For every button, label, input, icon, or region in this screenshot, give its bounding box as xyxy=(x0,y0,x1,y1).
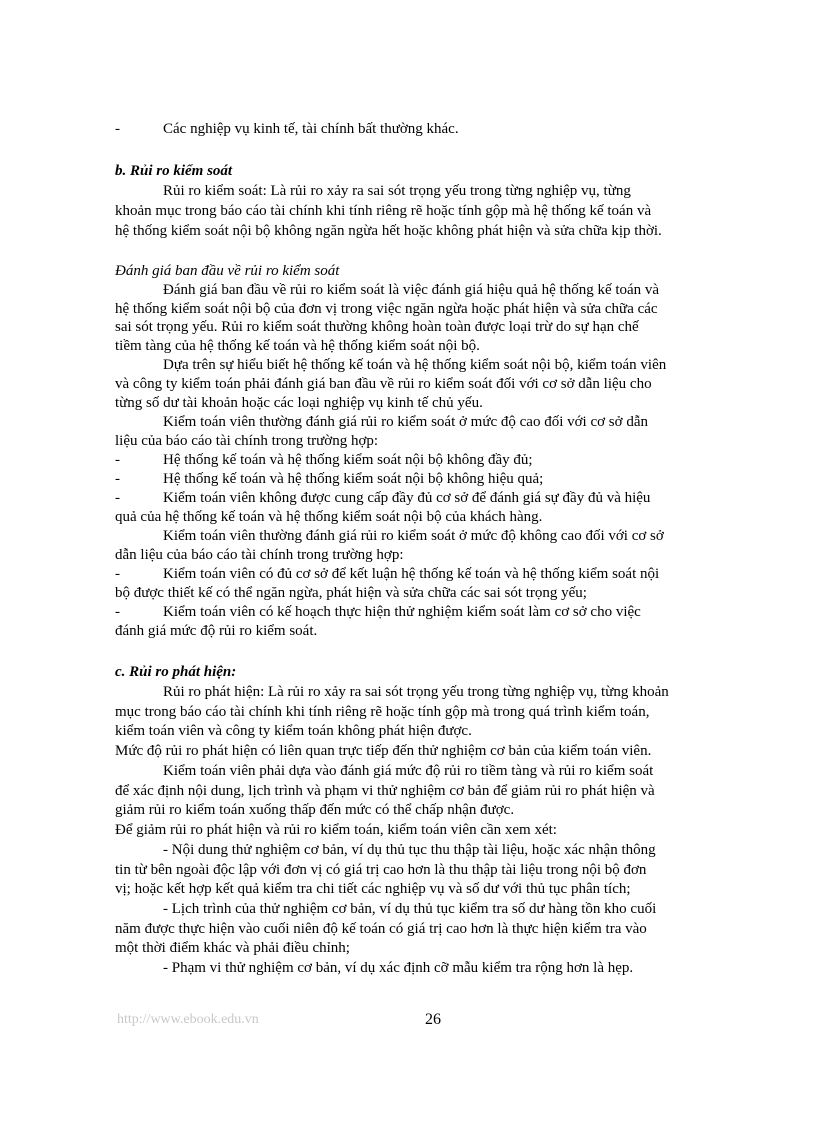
bullet-text: Kiểm toán viên không được cung cấp đầy đủ cơ sở để đánh giá sự đầy đủ và hiệu xyxy=(163,490,651,506)
paragraph-line: Rủi ro kiểm soát: Là rủi ro xảy ra sai sót trọng yếu trong từng nghiệp vụ, từng xyxy=(163,183,631,199)
paragraph-line: giảm rủi ro kiểm toán xuống thấp đến mức có thể chấp nhận được. xyxy=(115,802,515,818)
subheading: Đánh giá ban đầu về rủi ro kiểm soát xyxy=(115,263,340,279)
bullet-text: Kiểm toán viên có đủ cơ sở để kết luận hệ thống kế toán và hệ thống kiểm soát nội xyxy=(163,566,660,582)
paragraph-line: Mức độ rủi ro phát hiện có liên quan trực tiếp đến thử nghiệm cơ bản của kiểm toán viên. xyxy=(115,743,652,759)
paragraph-line: để xác định nội dung, lịch trình và phạm vi thử nghiệm cơ bản để giảm rủi ro phát hiện và xyxy=(115,783,655,799)
footer-url: http://www.ebook.edu.vn xyxy=(117,1012,259,1027)
paragraph-line: - Phạm vi thử nghiệm cơ bản, ví dụ xác định cỡ mẫu kiểm tra rộng hơn là hẹp. xyxy=(163,960,634,976)
paragraph-line: liệu của báo cáo tài chính trong trường hợp: xyxy=(115,433,379,449)
paragraph-line: Để giảm rủi ro phát hiện và rủi ro kiểm toán, kiểm toán viên cần xem xét: xyxy=(115,822,557,838)
paragraph-line: tiềm tàng của hệ thống kế toán và hệ thống kiểm soát nội bộ. xyxy=(115,338,480,354)
paragraph-line: một thời điểm khác và phải điều chỉnh; xyxy=(115,940,350,956)
paragraph-line: dẫn liệu của báo cáo tài chính trong trường hợp: xyxy=(115,547,404,563)
paragraph-line: mục trong báo cáo tài chính khi tính riêng rẽ hoặc tính gộp mà trong quá trình kiểm toán, xyxy=(115,704,650,720)
paragraph-line: khoản mục trong báo cáo tài chính khi tính riêng rẽ hoặc tính gộp mà hệ thống kế toán và xyxy=(115,203,652,219)
paragraph-line: quả của hệ thống kế toán và hệ thống kiểm soát nội bộ của khách hàng. xyxy=(115,509,543,525)
bullet-text: Kiểm toán viên có kế hoạch thực hiện thử nghiệm kiểm soát làm cơ sở cho việc xyxy=(163,604,641,620)
paragraph-line: Dựa trên sự hiểu biết hệ thống kế toán và hệ thống kiểm soát nội bộ, kiểm toán viên xyxy=(163,357,667,373)
bullet-text: Hệ thống kế toán và hệ thống kiểm soát nội bộ không hiệu quả; xyxy=(163,471,544,487)
paragraph-line: đánh giá mức độ rủi ro kiểm soát. xyxy=(115,623,318,639)
paragraph-line: Đánh giá ban đầu về rủi ro kiểm soát là việc đánh giá hiệu quả hệ thống kế toán và xyxy=(163,282,660,298)
paragraph-line: bộ được thiết kế có thể ngăn ngừa, phát hiện và sửa chữa các sai sót trọng yếu; xyxy=(115,585,587,601)
section-heading-b: b. Rủi ro kiểm soát xyxy=(115,163,233,179)
paragraph-line: Kiểm toán viên phải dựa vào đánh giá mức độ rủi ro tiềm tàng và rủi ro kiểm soát xyxy=(163,763,654,779)
paragraph-line: Rủi ro phát hiện: Là rủi ro xảy ra sai sót trọng yếu trong từng nghiệp vụ, từng khoản xyxy=(163,684,669,700)
paragraph-line: hệ thống kiểm soát nội bộ của đơn vị trong việc ngăn ngừa hoặc phát hiện và sửa chữa các xyxy=(115,301,658,317)
bullet-text: Các nghiệp vụ kinh tế, tài chính bất thường khác. xyxy=(163,121,459,137)
paragraph-line: sai sót trọng yếu. Rủi ro kiểm soát thường không hoàn toàn được loại trừ do sự hạn chế xyxy=(115,319,639,335)
paragraph-line: từng số dư tài khoản hoặc các loại nghiệp vụ kinh tế chủ yếu. xyxy=(115,395,483,411)
paragraph-line: hệ thống kiểm soát nội bộ không ngăn ngừa hết hoặc không phát hiện và sửa chữa kịp thời. xyxy=(115,223,662,239)
paragraph-line: và công ty kiểm toán phải đánh giá ban đầu về rủi ro kiểm soát đối với cơ sở dẫn liệu cho xyxy=(115,376,652,392)
paragraph-line: - Nội dung thử nghiệm cơ bản, ví dụ thủ tục thu thập tài liệu, hoặc xác nhận thông xyxy=(163,842,656,858)
paragraph-line: Kiểm toán viên thường đánh giá rủi ro kiểm soát ở mức độ cao đối với cơ sở dẫn xyxy=(163,414,648,430)
paragraph-line: vị; hoặc kết hợp kết quả kiểm tra chi tiết các nghiệp vụ và số dư với thủ tục phân tích; xyxy=(115,881,631,897)
section-heading-c: c. Rủi ro phát hiện: xyxy=(115,664,237,680)
paragraph-line: tin từ bên ngoài độc lập với đơn vị có giá trị cao hơn là thu thập tài liệu trong nội bộ đơn xyxy=(115,862,647,878)
paragraph-line: năm được thực hiện vào cuối niên độ kế toán có giá trị cao hơn là thực hiện kiểm tra vào xyxy=(115,921,647,937)
bullet-text: Hệ thống kế toán và hệ thống kiểm soát nội bộ không đầy đủ; xyxy=(163,452,533,468)
paragraph-line: - Lịch trình của thử nghiệm cơ bản, ví dụ thủ tục kiểm tra số dư hàng tồn kho cuối xyxy=(163,901,657,917)
paragraph-line: kiểm toán viên và công ty kiểm toán không phát hiện được. xyxy=(115,723,472,739)
page-number: 26 xyxy=(425,1011,441,1028)
paragraph-line: Kiểm toán viên thường đánh giá rủi ro kiểm soát ở mức độ không cao đối với cơ sở xyxy=(163,528,664,544)
